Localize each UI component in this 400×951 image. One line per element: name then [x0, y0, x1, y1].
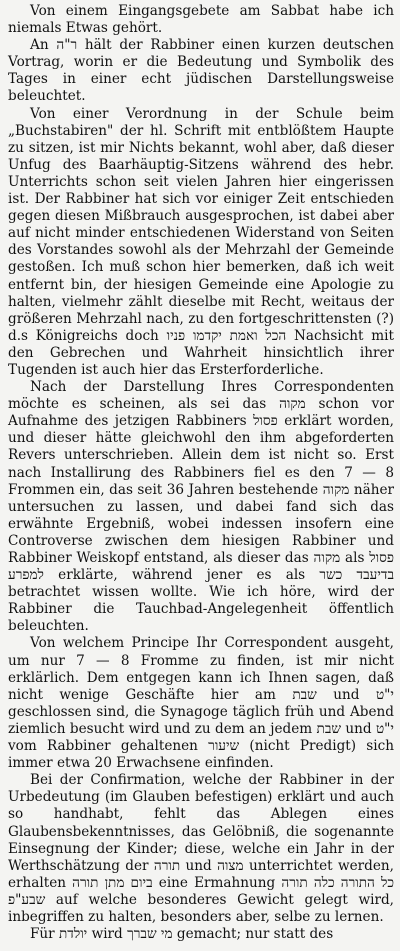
paragraph-school-ordinance: Von einer Verordnung in der Schule beim „Buchstabiren" der hl. Schrift mit entblößtem Haupte zu sitzen, ist mir Nichts bekannt, wohl aber, daß dieser Unfug des Baarhäuptig-Sitzens während des hebr. Unterrichts schon seit vielen Jahren hier eingerissen ist. Der Rabbiner hat sich vor einiger Zeit entschieden gegen diesen Mißbrauch ausgesprochen, ist dabei aber auf nicht minder entschiedenen Widerstand von Seiten des Vorstandes sowohl als der Mehrzahl der Gemeinde gestoßen. Ich muß schon hier bemerken, daß ich weit entfernt bin, der hiesigen Gemeinde eine Apologie zu halten, vielmehr zählt dieselbe mit Recht, weitaus der größeren Mehrzahl nach, zu den fortgeschrittensten (?) d.s Königreichs doch הכל ואמת יקדמו פניו Nachsicht mit den Gebrechen und Wahrheit hinsichtlich ihrer Tugenden ist auch hier das Ersterforderliche.: [8, 105, 394, 378]
paragraph-rosh-hashana-lecture: An ר"ה hält der Rabbiner einen kurzen deutschen Vortrag, worin er die Bedeutung und Symbolik des Tages in einer echt jüdischen Darstellungsweise beleuchtet.: [8, 37, 394, 105]
paragraph-sabbath-prayer: Von einem Eingangsgebete am Sabbat habe ich niemals Etwas gehört.: [8, 3, 394, 37]
paragraph-synagogue-attendance: Von welchem Principe Ihr Correspondent ausgeht, um nur 7 — 8 Fromme zu finden, ist mir nicht erklärlich. Dem entgegen kann ich Ihnen sagen, daß nicht wenige Geschäfte hier am שבת und י"ט geschlossen sind, die Synagoge täglich früh und Abend ziemlich besucht wird und zu dem an jedem שבת und י"ט vom Rabbiner gehaltenen שיעור (nicht Predigt) sich immer etwa 20 Erwachsene einfinden.: [8, 635, 394, 772]
paragraph-mi-sheberach: Für יולדת wird מי שברך gemacht; nur statt des: [30, 926, 334, 943]
paragraph-mikveh: Nach der Darstellung Ihres Correspondenten möchte es scheinen, als sei das מקוה schon vor Aufnahme des jetzigen Rabbiners פסול erklärt worden, und dieser hätte gleichwohl den ihm abgeforderten Revers unterschrieben. Allein dem ist nicht so. Erst nach Installirung des Rabbiners fiel es den 7 — 8 Frommen ein, das seit 36 Jahren bestehende מקוה näher untersuchen zu lassen, und dabei fand sich das erwähnte Ergebniß, wobei indessen insofern eine Controverse zwischen dem hiesigen Rabbiner und Rabbiner Weiskopf entstand, als dieser das מקוה als פסול למפרע erklärte, während jener es als בדיעבד כשר betrachtet wissen wollte. Wie ich höre, wird der Rabbiner die Tauchbad-Angelegenheit öffentlich beleuchten.: [8, 379, 394, 635]
paragraph-confirmation: Bei der Confirmation, welche der Rabbiner in der Urbedeutung (im Glauben befestigen) erklärt und auch so handhabt, fehlt das Ablegen eines Glaubensbekenntnisses, das Gelöbniß, die sogenannte Einsegnung der Kinder; diese, welche ein Jahr in der Werthschätzung der תורה und מצוה unterrichtet werden, erhalten ביום מתן תורה eine Ermahnung כל התורה כלה תורה שבע"פ auf welche besonderes Gewicht gelegt wird, inbegriffen zu halten, besonders aber, selbe zu lernen.: [8, 772, 395, 925]
